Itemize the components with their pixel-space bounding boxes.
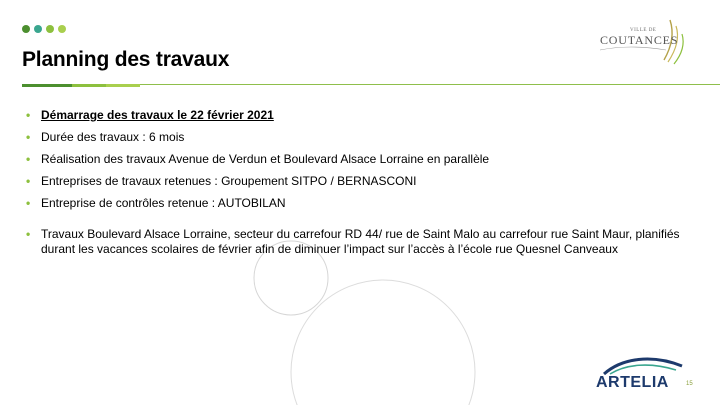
bullet-item xyxy=(26,108,706,123)
bullet-item xyxy=(26,130,706,145)
bullet-list xyxy=(26,108,706,264)
coutances-small-text: VILLE DE xyxy=(630,28,657,33)
coutances-main-text: COUTANCES xyxy=(600,33,679,47)
dot-icon xyxy=(46,25,54,33)
bullet-text: Démarrage des travaux le 22 février 2021 xyxy=(41,108,274,122)
large-circle xyxy=(291,280,475,405)
coutances-logo xyxy=(590,12,694,74)
rule-segment xyxy=(22,84,72,87)
rule-segment xyxy=(106,84,140,87)
bullet-item xyxy=(26,152,706,167)
bullet-item xyxy=(26,227,706,257)
bullet-text: Réalisation des travaux Avenue de Verdun et Boulevard Alsace Lorraine en parallèle xyxy=(41,152,490,166)
bullet-text: Travaux Boulevard Alsace Lorraine, secteur du carrefour RD 44/ rue de Saint Malo au carrefour rue Saint Maur, planifiés durant les vacances scolaires de février afin de diminuer l’impact sur l’accès à l’école rue Quesnel Canveaux xyxy=(41,227,680,256)
page-title: Planning des travaux xyxy=(22,48,230,71)
bullet-text: Entreprise de contrôles retenue : AUTOBILAN xyxy=(41,196,286,210)
artelia-arc-icon xyxy=(596,352,686,376)
bullet-text: Durée des travaux : 6 mois xyxy=(41,130,185,144)
dot-icon xyxy=(22,25,30,33)
bullet-item xyxy=(26,174,706,189)
page-number: 15 xyxy=(686,381,693,387)
bullet-text: Entreprises de travaux retenues : Groupement SITPO / BERNASCONI xyxy=(41,174,417,188)
artelia-wordmark: ARTELIA xyxy=(596,374,669,391)
artelia-logo xyxy=(596,352,686,398)
rule-segment xyxy=(72,84,106,87)
dot-icon xyxy=(58,25,66,33)
bullet-item xyxy=(26,196,706,211)
dot-icon xyxy=(34,25,42,33)
